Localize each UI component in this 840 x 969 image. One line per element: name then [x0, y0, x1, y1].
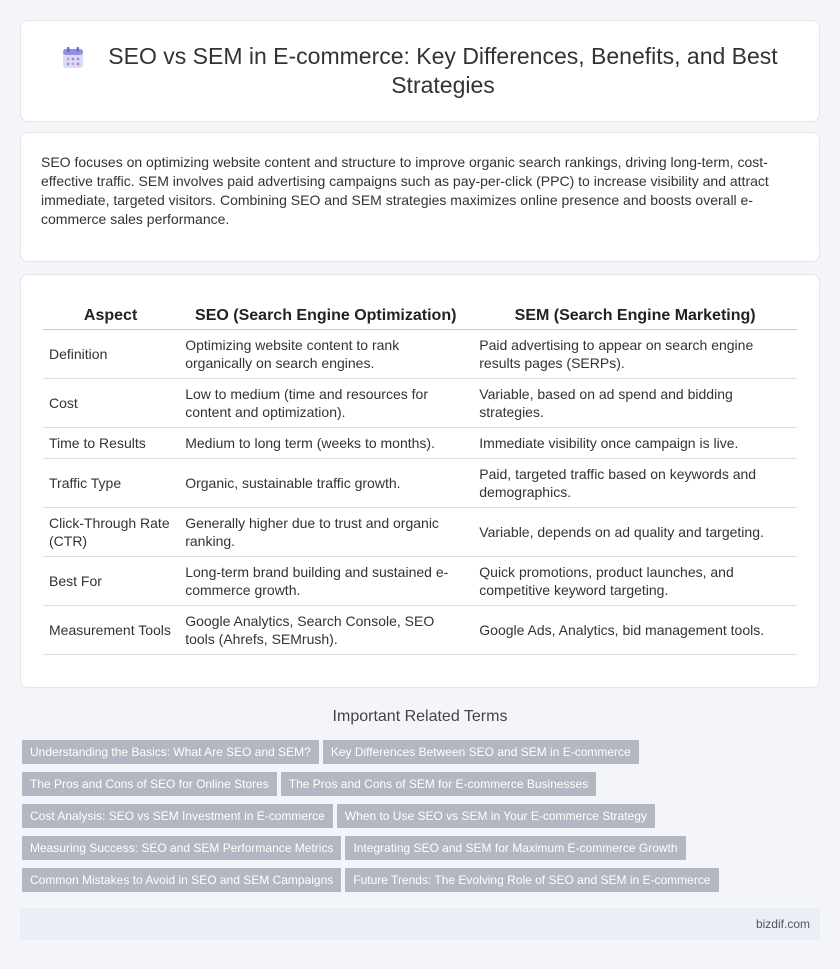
header-aspect: Aspect — [43, 305, 179, 330]
cell-sem: Quick promotions, product launches, and competitive keyword targeting. — [473, 557, 797, 606]
table-row — [43, 606, 797, 655]
table-row — [43, 330, 797, 379]
cell-seo: Generally higher due to trust and organic ranking. — [179, 508, 473, 557]
comparison-card — [20, 274, 820, 688]
related-tag[interactable]: Cost Analysis: SEO vs SEM Investment in E-commerce — [22, 804, 333, 828]
cell-sem: Paid, targeted traffic based on keywords and demographics. — [473, 459, 797, 508]
table-row — [43, 508, 797, 557]
calendar-icon — [61, 46, 85, 70]
cell-seo: Organic, sustainable traffic growth. — [179, 459, 473, 508]
related-terms-section — [0, 708, 840, 900]
cell-sem: Paid advertising to appear on search engine results pages (SERPs). — [473, 330, 797, 379]
comparison-table — [43, 305, 797, 655]
header-sem: SEM (Search Engine Marketing) — [473, 305, 797, 330]
table-row — [43, 379, 797, 428]
related-tag[interactable]: Common Mistakes to Avoid in SEO and SEM Campaigns — [22, 868, 341, 892]
related-tag[interactable]: When to Use SEO vs SEM in Your E-commerce Strategy — [337, 804, 655, 828]
related-tag[interactable]: Measuring Success: SEO and SEM Performance Metrics — [22, 836, 341, 860]
cell-seo: Long-term brand building and sustained e-commerce growth. — [179, 557, 473, 606]
cell-sem: Variable, depends on ad quality and targeting. — [473, 508, 797, 557]
header-seo: SEO (Search Engine Optimization) — [179, 305, 473, 330]
table-row — [43, 557, 797, 606]
cell-aspect: Click-Through Rate (CTR) — [43, 508, 179, 557]
cell-seo: Low to medium (time and resources for content and optimization). — [179, 379, 473, 428]
cell-sem: Google Ads, Analytics, bid management tools. — [473, 606, 797, 655]
intro-card — [20, 132, 820, 262]
related-terms-heading: Important Related Terms — [332, 708, 508, 725]
cell-aspect: Traffic Type — [43, 459, 179, 508]
page-title: SEO vs SEM in E-commerce: Key Differences, Benefits, and Best Strategies — [108, 43, 778, 98]
table-row — [43, 459, 797, 508]
cell-aspect: Best For — [43, 557, 179, 606]
related-tag[interactable]: Understanding the Basics: What Are SEO and SEM? — [22, 740, 319, 764]
cell-seo: Google Analytics, Search Console, SEO tools (Ahrefs, SEMrush). — [179, 606, 473, 655]
footer — [20, 908, 820, 940]
footer-brand[interactable]: bizdif.com — [755, 917, 810, 931]
table-row — [43, 428, 797, 459]
cell-aspect: Definition — [43, 330, 179, 379]
cell-sem: Immediate visibility once campaign is live. — [473, 428, 797, 459]
cell-sem: Variable, based on ad spend and bidding strategies. — [473, 379, 797, 428]
related-tags — [0, 740, 840, 900]
title-card — [20, 20, 820, 122]
related-tag[interactable]: Future Trends: The Evolving Role of SEO and SEM in E-commerce — [345, 868, 718, 892]
title-wrap — [61, 42, 779, 100]
cell-aspect: Measurement Tools — [43, 606, 179, 655]
cell-seo: Optimizing website content to rank organically on search engines. — [179, 330, 473, 379]
related-tag[interactable]: Key Differences Between SEO and SEM in E-commerce — [323, 740, 639, 764]
cell-aspect: Cost — [43, 379, 179, 428]
cell-aspect: Time to Results — [43, 428, 179, 459]
related-tag[interactable]: The Pros and Cons of SEM for E-commerce Businesses — [281, 772, 596, 796]
related-tag[interactable]: The Pros and Cons of SEO for Online Stores — [22, 772, 277, 796]
cell-seo: Medium to long term (weeks to months). — [179, 428, 473, 459]
related-tag[interactable]: Integrating SEO and SEM for Maximum E-commerce Growth — [345, 836, 685, 860]
intro-paragraph: SEO focuses on optimizing website content and structure to improve organic search rankings, driving long-term, cost-effective traffic. SEM involves paid advertising campaigns such as pay-per-click (PPC) to increase visibility and attract immediate, targeted visitors. Combining SEO and SEM strategies maximizes online presence and boosts overall e-commerce sales performance. — [41, 154, 769, 227]
table-header-row — [43, 305, 797, 330]
